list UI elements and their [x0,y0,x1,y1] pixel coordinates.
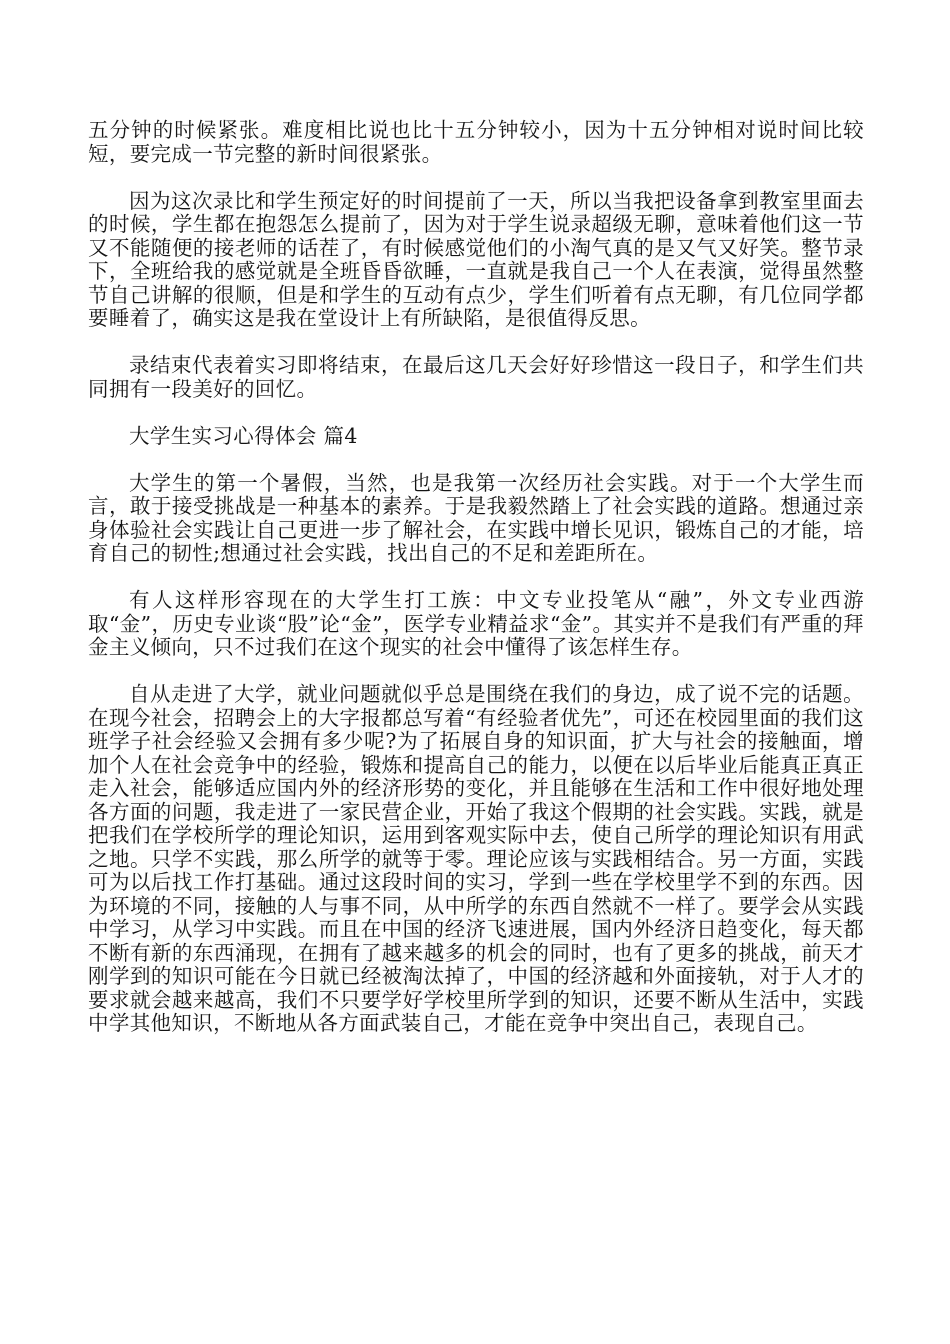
document-page [88,119,864,1059]
paragraph: 有人这样形容现在的大学生打工族：中文专业投笔从“融”，外文专业西游取“金”，历史专业谈“股”论“金”，医学专业精益求“金”。其实并不是我们有严重的拜金主义倾向，只不过我们在这个现实的社会中懂得了该怎样生存。 [88,588,864,659]
paragraph: 因为这次录比和学生预定好的时间提前了一天，所以当我把设备拿到教室里面去的时候，学生都在抱怨怎么提前了，因为对于学生说录超级无聊，意味着他们这一节又不能随便的接老师的话茬了，有时候感觉他们的小淘气真的是又气又好笑。整节录下，全班给我的感觉就是全班昏昏欲睡，一直就是我自己一个人在表演，觉得虽然整节自己讲解的很顺，但是和学生的互动有点少，学生们听着有点无聊，有几位同学都要睡着了，确实这是我在堂设计上有所缺陷，是很值得反思。 [88,188,864,330]
paragraph-continued: 五分钟的时候紧张。难度相比说也比十五分钟较小，因为十五分钟相对说时间比较短，要完成一节完整的新时间很紧张。 [88,118,864,166]
paragraph: 录结束代表着实习即将结束，在最后这几天会好好珍惜这一段日子，和学生们共同拥有一段美好的回忆。 [88,353,864,401]
paragraph: 大学生的第一个暑假，当然，也是我第一次经历社会实践。对于一个大学生而言，敢于接受挑战是一种基本的素养。于是我毅然踏上了社会实践的道路。想通过亲身体验社会实践让自己更进一步了解社会，在实践中增长见识，锻炼自己的才能，培育自己的韧性;想通过社会实践，找出自己的不足和差距所在。 [88,470,864,565]
section-heading: 大学生实习心得体会 篇4 [129,423,358,448]
paragraph: 自从走进了大学，就业问题就似乎总是围绕在我们的身边，成了说不完的话题。在现今社会，招聘会上的大字报都总写着“有经验者优先”，可还在校园里面的我们这班学子社会经验又会拥有多少呢?为了拓展自身的知识面，扩大与社会的接触面，增加个人在社会竞争中的经验，锻炼和提高自己的能力，以便在以后毕业后能真正真正走入社会，能够适应国内外的经济形势的变化，并且能够在生活和工作中很好地处理各方面的问题，我走进了一家民营企业，开始了我这个假期的社会实践。实践，就是把我们在学校所学的理论知识，运用到客观实际中去，使自己所学的理论知识有用武之地。只学不实践，那么所学的就等于零。理论应该与实践相结合。另一方面，实践可为以后找工作打基础。通过这段时间的实习，学到一些在学校里学不到的东西。因为环境的不同，接触的人与事不同，从中所学的东西自然就不一样了。要学会从实践中学习，从学习中实践。而且在中国的经济飞速进展，国内外经济日趋变化，每天都不断有新的东西涌现，在拥有了越来越多的机会的同时，也有了更多的挑战，前天才刚学到的知识可能在今日就已经被淘汰掉了，中国的经济越和外面接轨，对于人才的要求就会越来越高，我们不只要学好学校里所学到的知识，还要不断从生活中，实践中学其他知识，不断地从各方面武装自己，才能在竞争中突出自己，表现自己。 [88,682,864,1035]
